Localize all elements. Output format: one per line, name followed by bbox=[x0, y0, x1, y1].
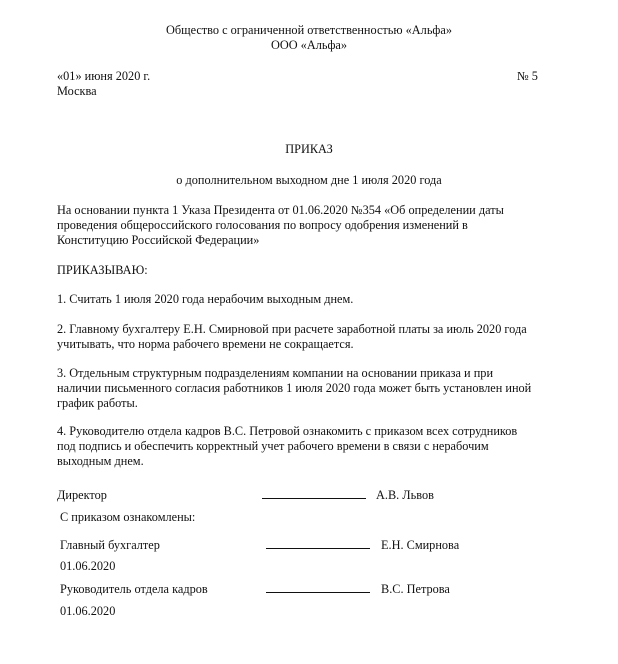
organization-short-name: ООО «Альфа» bbox=[270, 38, 348, 52]
hr-head-name: В.С. Петрова bbox=[381, 582, 450, 596]
order-item-line: 3. Отдельным структурным подразделениям компании на основании приказа и при bbox=[57, 366, 494, 380]
hr-head-title: Руководитель отдела кадров bbox=[60, 582, 208, 596]
hr-head-signature-line bbox=[266, 582, 370, 597]
hr-head-date: 01.06.2020 bbox=[60, 604, 116, 618]
order-item-line: график работы. bbox=[57, 396, 138, 410]
order-item-line: 1. Считать 1 июля 2020 года нерабочим выходным днем. bbox=[57, 292, 354, 306]
order-item-1 bbox=[57, 292, 557, 307]
order-item-4 bbox=[57, 424, 557, 469]
director-name: А.В. Львов bbox=[376, 488, 434, 502]
order-number: № 5 bbox=[517, 69, 538, 83]
order-date: «01» июня 2020 г. bbox=[57, 69, 151, 83]
preamble-line: На основании пункта 1 Указа Президента от 01.06.2020 №354 «Об определении даты bbox=[57, 203, 504, 217]
order-item-line: учитывать, что норма рабочего времени не сокращается. bbox=[57, 337, 354, 351]
accountant-date: 01.06.2020 bbox=[60, 559, 116, 573]
director-title: Директор bbox=[57, 488, 107, 502]
order-city: Москва bbox=[57, 84, 97, 98]
order-item-line: наличии письменного согласия работников 1 июля 2020 года может быть установлен иной bbox=[57, 381, 532, 395]
order-word: ПРИКАЗЫВАЮ: bbox=[57, 263, 148, 277]
organization-full-name: Общество с ограниченной ответственностью «Альфа» bbox=[165, 23, 452, 37]
document-title: ПРИКАЗ bbox=[285, 142, 333, 156]
order-item-line: выходным днем. bbox=[57, 454, 144, 468]
accountant-title: Главный бухгалтер bbox=[60, 538, 160, 552]
preamble-line: проведения общероссийского голосования по вопросу одобрения изменений в bbox=[57, 218, 468, 232]
order-item-3 bbox=[57, 366, 557, 411]
preamble-line: Конституцию Российской Федерации» bbox=[57, 233, 260, 247]
preamble bbox=[57, 203, 557, 248]
order-item-line: 2. Главному бухгалтеру Е.Н. Смирновой при расчете заработной платы за июль 2020 года bbox=[57, 322, 527, 336]
accountant-name: Е.Н. Смирнова bbox=[381, 538, 460, 552]
acknowledged-label: С приказом ознакомлены: bbox=[60, 510, 196, 524]
document-subtitle: о дополнительном выходном дне 1 июля 2020 года bbox=[176, 173, 442, 187]
director-signature-line bbox=[262, 488, 366, 503]
order-item-line: 4. Руководителю отдела кадров В.С. Петровой ознакомить с приказом всех сотрудников bbox=[57, 424, 518, 438]
order-item-2 bbox=[57, 322, 557, 352]
accountant-signature-line bbox=[266, 538, 370, 553]
order-item-line: под подпись и обеспечить корректный учет рабочего времени в связи с нерабочим bbox=[57, 439, 489, 453]
